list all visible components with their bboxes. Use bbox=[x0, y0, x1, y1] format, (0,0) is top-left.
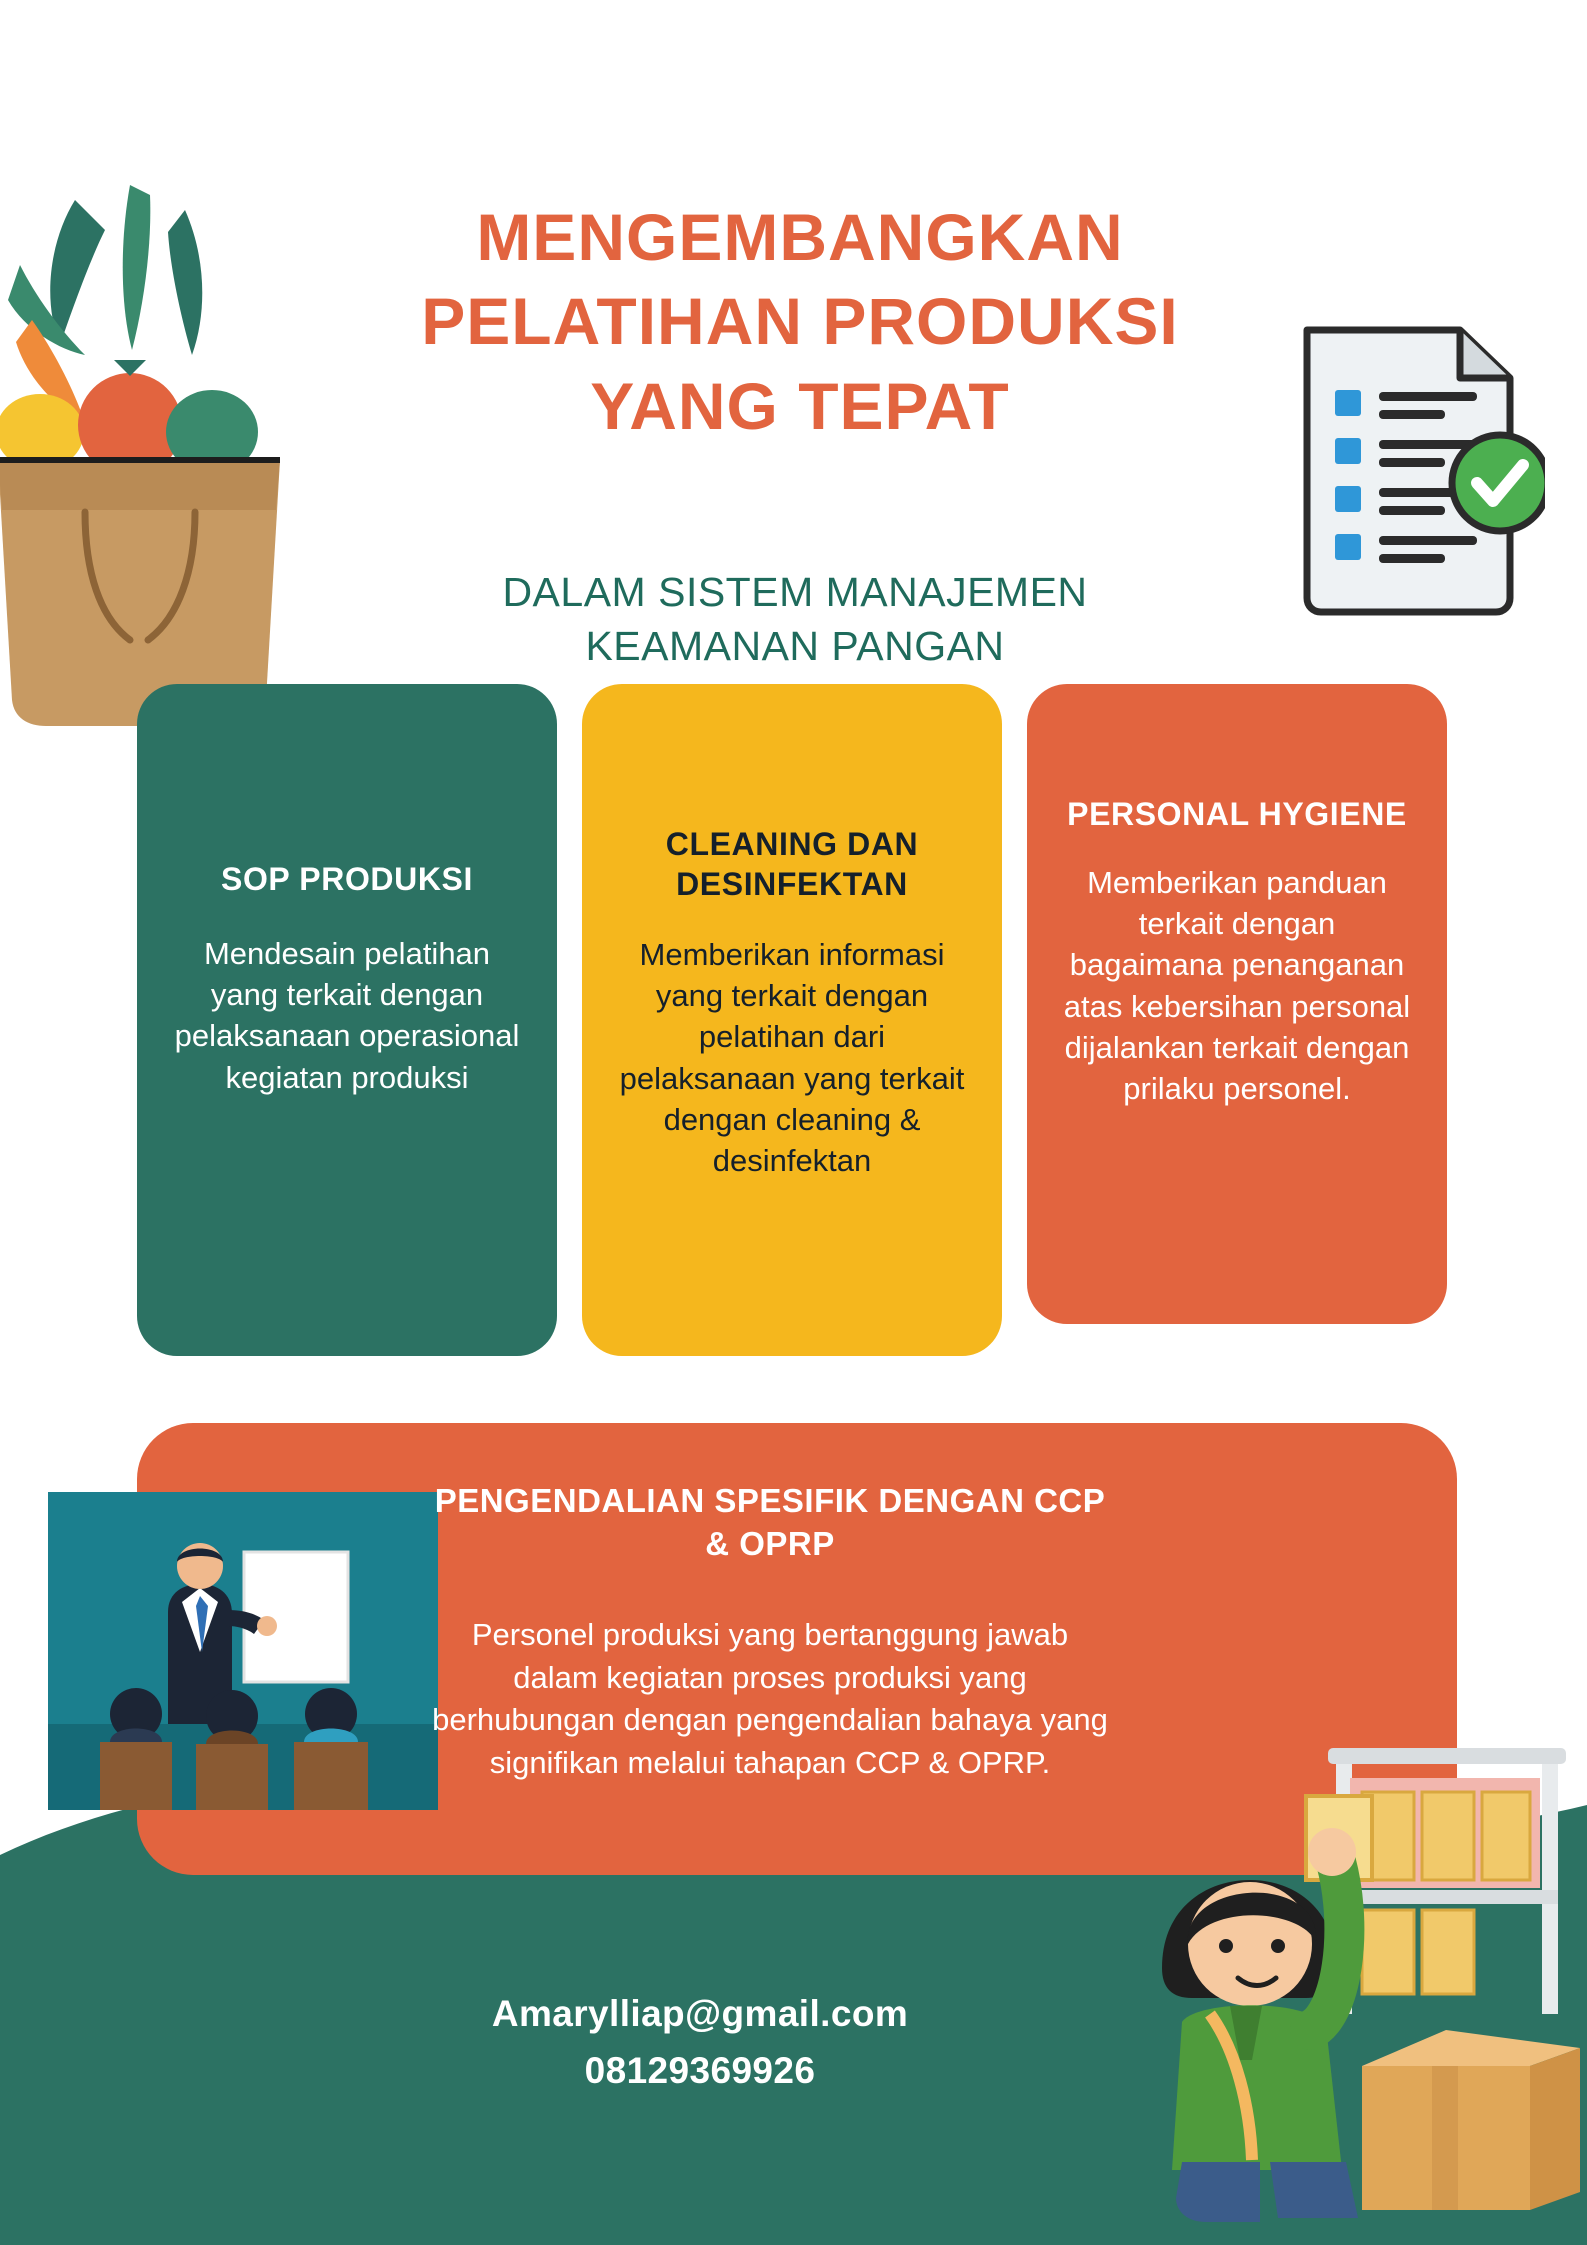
subtitle-line-1: DALAM SISTEM MANAJEMEN bbox=[502, 569, 1088, 615]
warehouse-worker-illustration bbox=[1110, 1730, 1580, 2230]
card-group bbox=[137, 684, 1457, 1364]
page-title bbox=[300, 195, 1300, 448]
title-line-1: MENGEMBANGKAN bbox=[476, 200, 1124, 274]
contact-phone[interactable]: 08129369926 bbox=[584, 2050, 816, 2092]
card-body: Mendesain pelatihan yang terkait dengan pelaksanaan operasional kegiatan produksi bbox=[174, 936, 520, 1095]
contact-block bbox=[350, 1985, 1050, 2100]
checklist-document-icon bbox=[1295, 320, 1545, 620]
card-title: CLEANING DAN DESINFEKTAN bbox=[665, 826, 919, 902]
page-subtitle bbox=[330, 565, 1260, 673]
title-line-3: YANG TEPAT bbox=[590, 368, 1010, 443]
card-sop-produksi bbox=[137, 684, 557, 1356]
card-body: Memberikan panduan terkait dengan bagaimana penanganan atas kebersihan personal dijalankan terkait dengan prilaku personel. bbox=[1063, 865, 1411, 1107]
training-presentation-photo bbox=[48, 1492, 438, 1810]
banner-text-block bbox=[430, 1480, 1110, 1785]
card-body: Memberikan informasi yang terkait dengan pelatihan dari pelaksanaan yang terkait dengan cleaning & desinfektan bbox=[619, 937, 965, 1179]
card-cleaning-desinfektan bbox=[582, 684, 1002, 1356]
card-personal-hygiene bbox=[1027, 684, 1447, 1324]
subtitle-line-2: KEAMANAN PANGAN bbox=[585, 623, 1005, 670]
grocery-bag-icon bbox=[0, 170, 310, 730]
contact-email[interactable]: Amarylliap@gmail.com bbox=[491, 1993, 909, 2034]
card-title: PERSONAL HYGIENE bbox=[1067, 796, 1407, 832]
check-circle-icon bbox=[1452, 435, 1545, 531]
card-title: SOP PRODUKSI bbox=[221, 861, 473, 897]
banner-body: Personel produksi yang bertanggung jawab dalam kegiatan proses produksi yang berhubungan dengan pengendalian bahaya yang signifikan melalui tahapan CCP & OPRP. bbox=[432, 1616, 1108, 1781]
banner-title: PENGENDALIAN SPESIFIK DENGAN CCP & OPRP bbox=[434, 1482, 1106, 1562]
title-line-2: PELATIHAN PRODUKSI bbox=[421, 284, 1179, 359]
